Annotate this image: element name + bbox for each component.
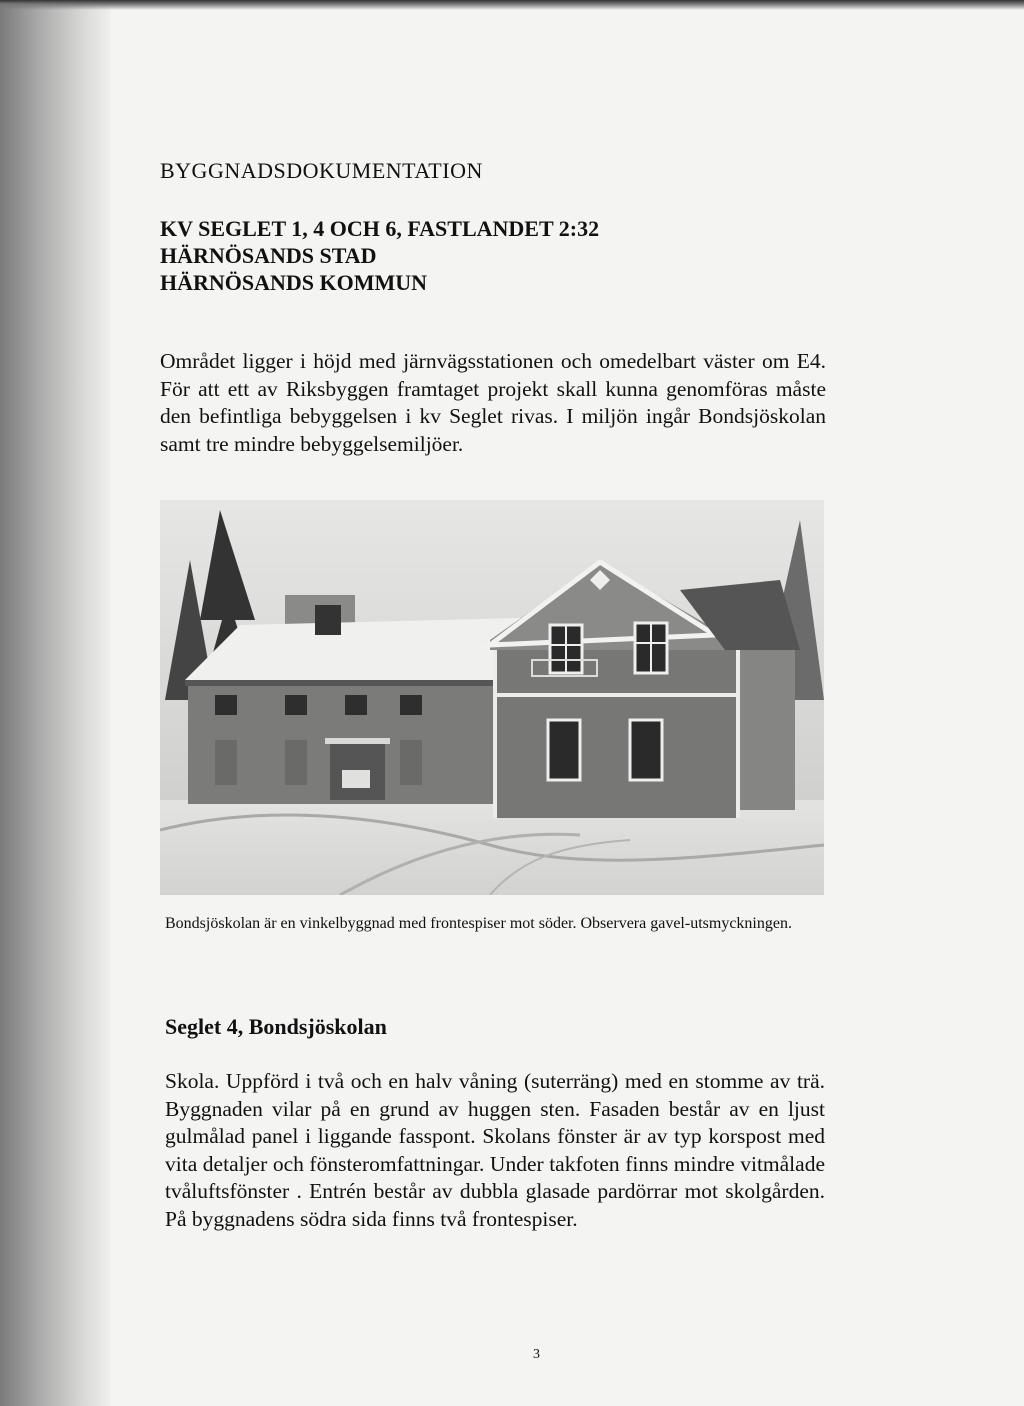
school-photo-image (160, 500, 824, 895)
title-line-3: HÄRNÖSANDS KOMMUN (160, 270, 428, 295)
book-spine-shadow (0, 0, 110, 1406)
title-line-2: HÄRNÖSANDS STAD (160, 243, 377, 268)
page-number: 3 (533, 1347, 540, 1362)
school-photo (160, 500, 824, 895)
section-body: Skola. Uppförd i två och en halv våning (suterräng) med en stomme av trä. Byggnaden vilar på en grund av huggen sten. Fasaden består av en ljust gulmålad panel i liggande fasspont. Skolans fönster är av typ korspost med vita detaljer och fönsteromfattningar. Under takfoten finns mindre vitmålade tvåluftsfönster . Entrén består av dubbla glasade pardörrar mot skolgården. På byggnadens södra sida finns två frontespiser. (165, 1069, 825, 1231)
document-page (110, 10, 1024, 1406)
section-title: Seglet 4, Bondsjöskolan (165, 1014, 387, 1039)
intro-paragraph: Området ligger i höjd med järnvägsstationen och omedelbart väster om E4. För att ett av Riksbyggen framtaget projekt skall kunna genomföras måste den befintliga bebyggelsen i kv Seglet rivas. I miljön ingår Bondsjöskolan samt tre mindre bebyggelsemiljöer. (160, 349, 826, 456)
photo-caption: Bondsjöskolan är en vinkelbyggnad med frontespiser mot söder. Observera gavel-utsmyckningen. (165, 915, 792, 932)
document-heading: BYGGNADSDOKUMENTATION (160, 158, 483, 183)
title-line-1: KV SEGLET 1, 4 OCH 6, FASTLANDET 2:32 (160, 216, 600, 241)
document-title-block (160, 215, 599, 296)
scan-top-edge (0, 0, 1024, 10)
